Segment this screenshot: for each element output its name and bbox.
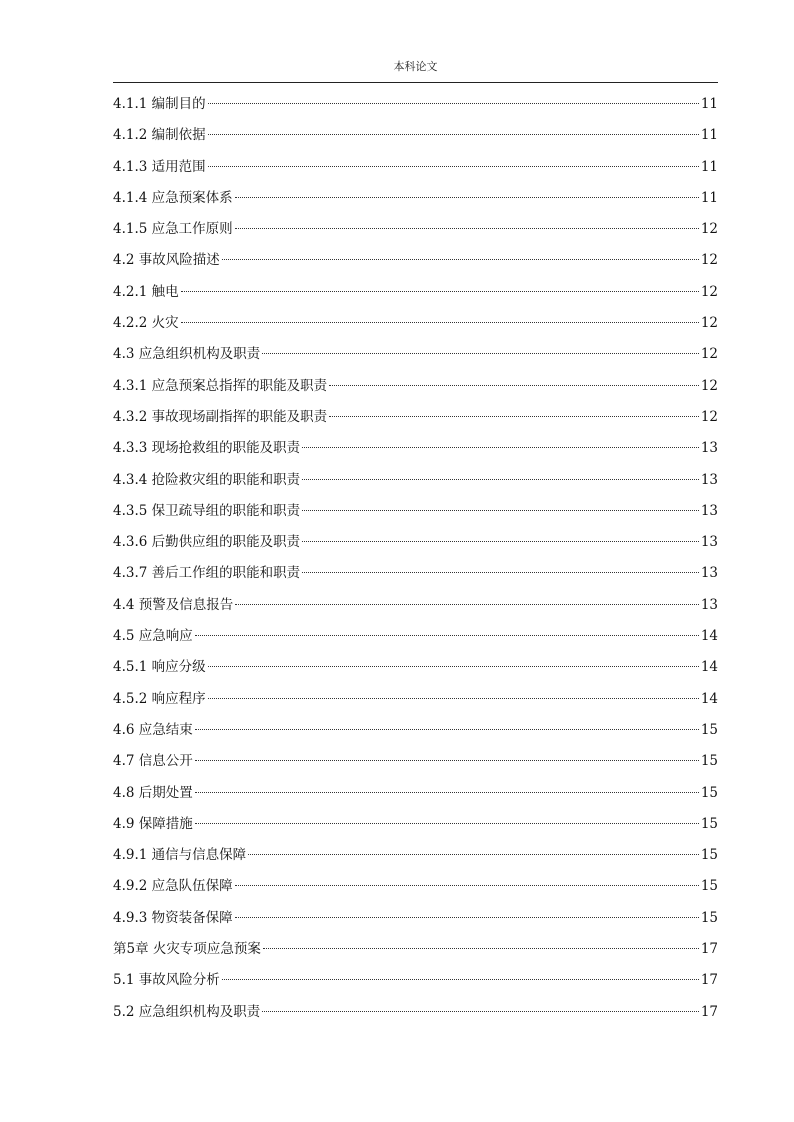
toc-entry-page-number: 11	[700, 189, 718, 206]
toc-dot-leader	[181, 322, 699, 323]
toc-entry-label: 4.3 应急组织机构及职责	[113, 346, 261, 363]
toc-entry[interactable]	[113, 965, 718, 996]
toc-entry-label: 4.3.1 应急预案总指挥的职能及职责	[113, 377, 328, 394]
toc-dot-leader	[235, 197, 699, 198]
toc-entry[interactable]	[113, 371, 718, 402]
toc-dot-leader	[195, 729, 699, 730]
toc-entry-page-number: 17	[700, 941, 718, 958]
toc-entry-label: 4.7 信息公开	[113, 753, 193, 770]
toc-entry[interactable]	[113, 809, 718, 840]
toc-entry[interactable]	[113, 997, 718, 1028]
toc-entry-page-number: 15	[700, 909, 718, 926]
toc-entry[interactable]	[113, 621, 718, 652]
toc-entry-label: 4.3.2 事故现场副指挥的职能及职责	[113, 408, 328, 425]
toc-entry[interactable]	[113, 183, 718, 214]
toc-dot-leader	[208, 103, 699, 104]
toc-entry-label: 4.5.1 响应分级	[113, 659, 206, 676]
toc-dot-leader	[222, 979, 699, 980]
toc-entry-label: 5.2 应急组织机构及职责	[113, 1003, 261, 1020]
toc-entry-label: 4.1.2 编制依据	[113, 127, 206, 144]
toc-entry-page-number: 17	[700, 1003, 718, 1020]
toc-entry-page-number: 12	[700, 377, 718, 394]
toc-entry[interactable]	[113, 527, 718, 558]
page-header: 本科论文	[393, 60, 438, 73]
toc-entry-page-number: 13	[700, 502, 718, 519]
toc-dot-leader	[302, 510, 699, 511]
toc-dot-leader	[302, 541, 699, 542]
toc-entry-label: 4.1.4 应急预案体系	[113, 189, 233, 206]
toc-entry-label: 4.3.3 现场抢救组的职能及职责	[113, 440, 301, 457]
toc-entry[interactable]	[113, 746, 718, 777]
toc-entry[interactable]	[113, 652, 718, 683]
toc-entry-page-number: 14	[700, 690, 718, 707]
toc-entry-page-number: 12	[700, 283, 718, 300]
toc-entry-page-number: 12	[700, 346, 718, 363]
toc-entry-page-number: 14	[700, 628, 718, 645]
toc-entry[interactable]	[113, 433, 718, 464]
toc-entry[interactable]	[113, 277, 718, 308]
toc-entry[interactable]	[113, 245, 718, 276]
toc-entry-label: 4.8 后期处置	[113, 784, 193, 801]
toc-entry-page-number: 15	[700, 753, 718, 770]
toc-dot-leader	[262, 1011, 699, 1012]
toc-entry-label: 4.5.2 响应程序	[113, 690, 206, 707]
toc-dot-leader	[329, 416, 699, 417]
toc-entry-page-number: 15	[700, 815, 718, 832]
toc-entry-page-number: 13	[700, 440, 718, 457]
toc-entry[interactable]	[113, 308, 718, 339]
toc-dot-leader	[302, 447, 699, 448]
toc-entry[interactable]	[113, 840, 718, 871]
toc-entry-page-number: 12	[700, 315, 718, 332]
toc-entry-label: 4.3.4 抢险救灾组的职能和职责	[113, 471, 301, 488]
toc-dot-leader	[222, 259, 699, 260]
toc-entry[interactable]	[113, 496, 718, 527]
toc-dot-leader	[195, 760, 699, 761]
toc-dot-leader	[235, 885, 699, 886]
toc-entry-page-number: 13	[700, 596, 718, 613]
toc-entry-page-number: 14	[700, 659, 718, 676]
toc-entry[interactable]	[113, 871, 718, 902]
toc-entry[interactable]	[113, 778, 718, 809]
toc-entry-page-number: 17	[700, 972, 718, 989]
toc-dot-leader	[208, 698, 699, 699]
toc-entry[interactable]	[113, 558, 718, 589]
toc-dot-leader	[181, 291, 699, 292]
toc-entry-label: 4.9.1 通信与信息保障	[113, 847, 247, 864]
toc-entry[interactable]	[113, 120, 718, 151]
toc-entry-label: 4.1.3 适用范围	[113, 158, 206, 175]
toc-entry-label: 4.1.5 应急工作原则	[113, 221, 233, 238]
toc-entry-label: 4.5 应急响应	[113, 628, 193, 645]
toc-entry[interactable]	[113, 89, 718, 120]
toc-dot-leader	[302, 572, 699, 573]
toc-entry-label: 4.4 预警及信息报告	[113, 596, 234, 613]
toc-dot-leader	[235, 228, 699, 229]
header-rule	[113, 82, 718, 83]
toc-entry-label: 4.9.3 物资装备保障	[113, 909, 233, 926]
toc-entry[interactable]	[113, 465, 718, 496]
toc-dot-leader	[208, 134, 699, 135]
toc-entry-page-number: 11	[700, 158, 718, 175]
toc-entry-label: 4.2 事故风险描述	[113, 252, 220, 269]
toc-dot-leader	[235, 604, 699, 605]
toc-entry-label: 4.1.1 编制目的	[113, 96, 206, 112]
toc-entry-page-number: 11	[700, 127, 718, 144]
toc-dot-leader	[235, 917, 699, 918]
toc-dot-leader	[302, 479, 699, 480]
toc-entry-label: 第5章 火灾专项应急预案	[113, 941, 261, 958]
toc-entry-label: 4.9.2 应急队伍保障	[113, 878, 233, 895]
toc-entry-label: 4.2.1 触电	[113, 283, 179, 300]
toc-entry-label: 4.3.5 保卫疏导组的职能和职责	[113, 502, 301, 519]
toc-entry[interactable]	[113, 402, 718, 433]
toc-entry[interactable]	[113, 214, 718, 245]
toc-dot-leader	[195, 635, 699, 636]
toc-entry-page-number: 13	[700, 565, 718, 582]
toc-entry[interactable]	[113, 339, 718, 370]
toc-entry[interactable]	[113, 715, 718, 746]
toc-entry-page-number: 15	[700, 878, 718, 895]
toc-entry[interactable]	[113, 903, 718, 934]
toc-dot-leader	[208, 666, 699, 667]
toc-entry-page-number: 15	[700, 847, 718, 864]
table-of-contents	[113, 89, 718, 1028]
toc-entry-label: 4.9 保障措施	[113, 815, 193, 832]
toc-dot-leader	[208, 166, 699, 167]
toc-dot-leader	[329, 385, 699, 386]
toc-dot-leader	[262, 353, 699, 354]
toc-entry-page-number: 13	[700, 471, 718, 488]
toc-entry-page-number: 13	[700, 534, 718, 551]
toc-entry-page-number: 12	[700, 252, 718, 269]
toc-entry[interactable]	[113, 684, 718, 715]
toc-entry-label: 4.3.7 善后工作组的职能和职责	[113, 565, 301, 582]
toc-entry[interactable]	[113, 590, 718, 621]
toc-entry-page-number: 12	[700, 408, 718, 425]
toc-entry-label: 4.6 应急结束	[113, 721, 193, 738]
toc-dot-leader	[248, 854, 699, 855]
toc-entry-page-number: 12	[700, 221, 718, 238]
toc-dot-leader	[195, 792, 699, 793]
toc-entry-label: 4.3.6 后勤供应组的职能及职责	[113, 534, 301, 551]
toc-dot-leader	[195, 823, 699, 824]
toc-entry-label: 4.2.2 火灾	[113, 315, 179, 332]
toc-dot-leader	[263, 948, 699, 949]
toc-entry-label: 5.1 事故风险分析	[113, 972, 220, 989]
toc-entry-page-number: 15	[700, 721, 718, 738]
toc-entry-page-number: 11	[700, 96, 718, 112]
toc-entry-page-number: 15	[700, 784, 718, 801]
toc-entry[interactable]	[113, 934, 718, 965]
toc-entry[interactable]	[113, 152, 718, 183]
